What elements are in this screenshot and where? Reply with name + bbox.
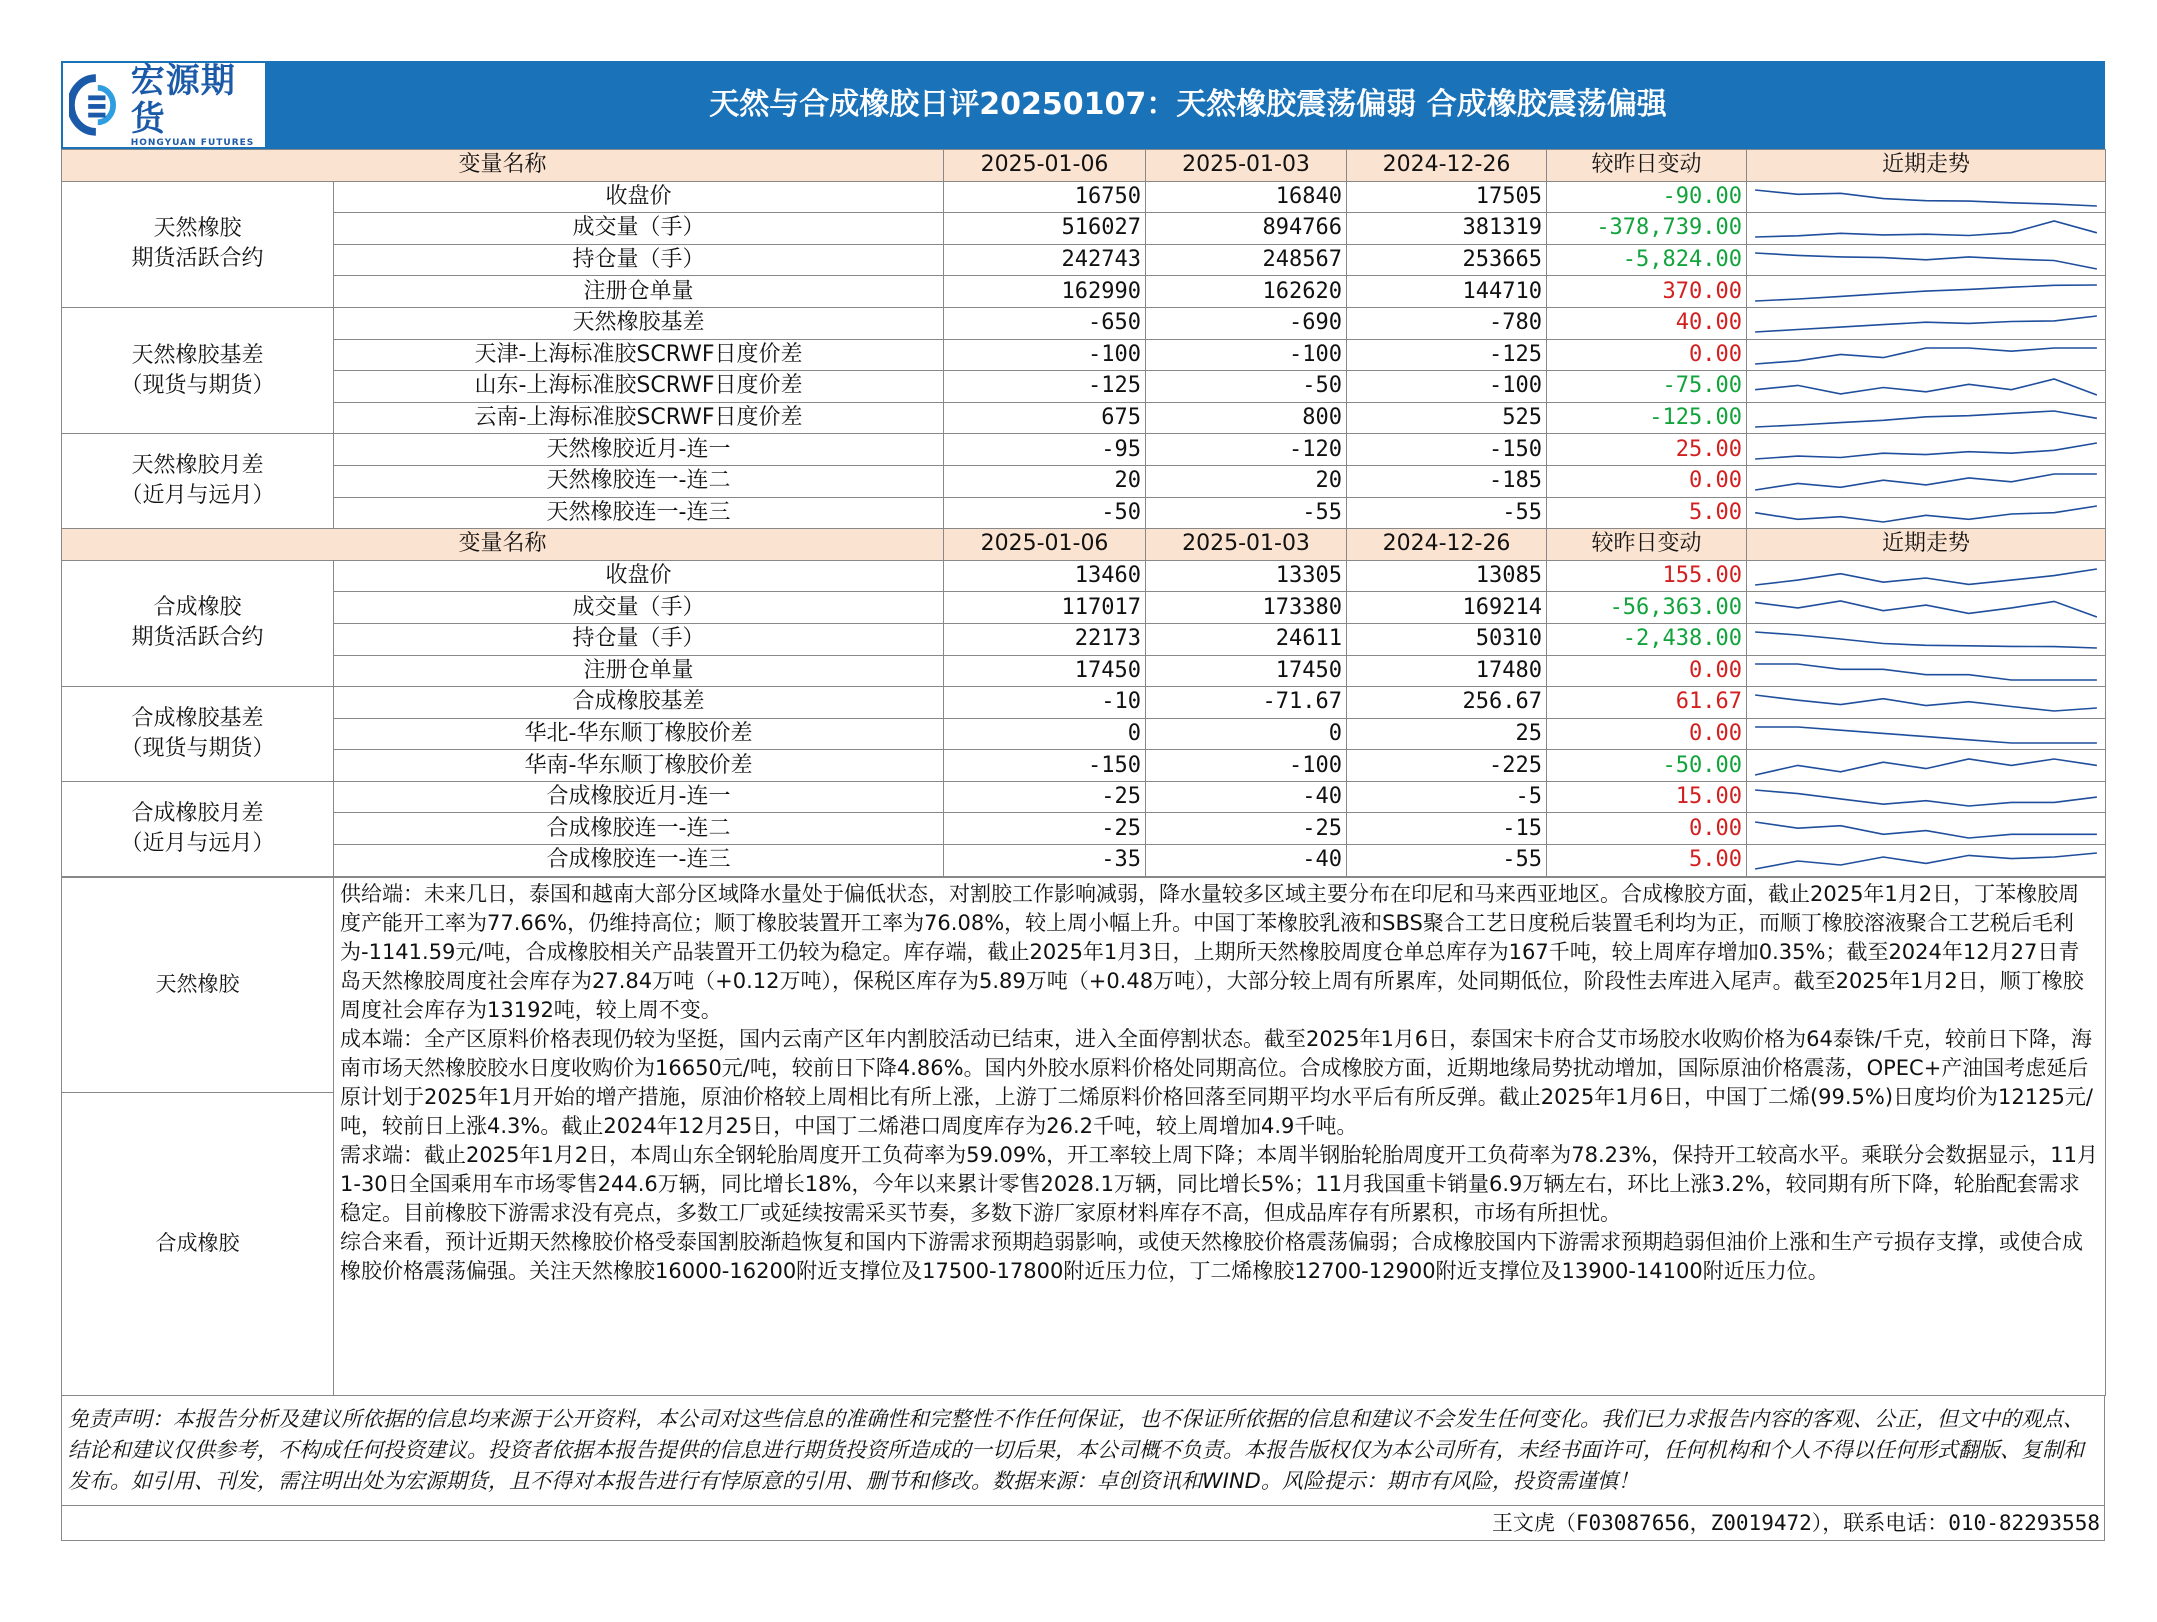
sparkline-svg	[1751, 719, 2101, 749]
sparkline-line	[1755, 790, 2097, 806]
header-date-2: 2025-01-03	[1146, 529, 1347, 561]
group-label	[62, 307, 334, 433]
variable-name: 山东-上海标准胶SCRWF日度价差	[334, 371, 944, 403]
sparkline-line	[1755, 190, 2097, 206]
commentary-cost: 成本端：全产区原料价格表现仍较为坚挺，国内云南产区年内割胶活动已结束，进入全面停割状态。截至2025年1月6日，泰国宋卡府合艾市场胶水收购价格为64泰铢/千克，较前日下降，海南市场天然橡胶胶水日度收购价为16650元/吨，较前日下降4.86%。国内外胶水原料价格处同期高位。合成橡胶方面，近期地缘局势扰动增加，国际原油价格震荡，OPEC+产油国考虑延后原计划于2025年1月开始的增产措施，原油价格较上周相比有所上涨，上游丁二烯原料价格回落至同期平均水平后有所反弹。截止2025年1月6日，中国丁二烯(99.5%)日度均价为12125元/吨，较前日上涨4.3%。截止2024年12月25日，中国丁二烯港口周度库存为26.2千吨，较上周增加4.9千吨。	[340, 1026, 2093, 1138]
variable-name: 天然橡胶近月-连一	[334, 434, 944, 466]
table-row	[62, 244, 2106, 276]
table-row	[62, 434, 2106, 466]
trend-sparkline	[1747, 497, 2106, 529]
value-date-3: 50310	[1347, 623, 1547, 655]
header-var-name: 变量名称	[62, 529, 944, 561]
sparkline-svg	[1751, 845, 2101, 875]
group-label-line: （现货与期货）	[120, 372, 275, 398]
group-label-line: （现货与期货）	[120, 735, 275, 761]
change-value: -378,739.00	[1547, 213, 1747, 245]
change-value: 5.00	[1547, 845, 1747, 877]
value-date-1: 0	[944, 718, 1146, 750]
commentary-supply: 供给端：未来几日，泰国和越南大部分区域降水量处于偏低状态，对割胶工作影响减弱，降水量较多区域主要分布在印尼和马来西亚地区。合成橡胶方面，截止2025年1月2日，丁苯橡胶周度产能开工率为77.66%，仍维持高位；顺丁橡胶装置开工率为76.08%，较上周小幅上升。中国丁苯橡胶乳液和SBS聚合工艺日度税后装置毛利均为正，而顺丁橡胶溶液聚合工艺税后毛利为-1141.59元/吨，合成橡胶相关产品装置开工仍较为稳定。库存端，截止2025年1月3日，上期所天然橡胶周度仓单总库存为167千吨，较上周库存增加0.35%；截至2024年12月27日青岛天然橡胶周度社会库存为27.84万吨（+0.12万吨），保税区库存为5.89万吨（+0.48万吨），大部分较上周有所累库，处同期低位，阶段性去库进入尾声。截至2025年1月2日，顺丁橡胶周度社会库存为13192吨，较上周不变。	[340, 881, 2084, 1022]
value-date-1: 117017	[944, 592, 1146, 624]
disclaimer: 免责声明：本报告分析及建议所依据的信息均来源于公开资料，本公司对这些信息的准确性和完整性不作任何保证，也不保证所依据的信息和建议不会发生任何变化。我们已力求报告内容的客观、公正，但文中的观点、结论和建议仅供参考，不构成任何投资建议。投资者依据本报告提供的信息进行期货投资所造成的一切后果，本公司概不负责。本报告版权仅为本公司所有，未经书面许可，任何机构和个人不得以任何形式翻版、复制和发布。如引用、刊发，需注明出处为宏源期货，且不得对本报告进行有悖原意的引用、删节和修改。数据来源：卓创资讯和WIND。风险提示：期市有风险，投资需谨慎！	[61, 1396, 2105, 1506]
sparkline-line	[1755, 664, 2097, 680]
sparkline-line	[1755, 379, 2097, 395]
sparkline-svg	[1751, 403, 2101, 433]
variable-name: 成交量（手）	[334, 592, 944, 624]
trend-sparkline	[1747, 687, 2106, 719]
variable-name: 天然橡胶基差	[334, 307, 944, 339]
value-date-3: 525	[1347, 402, 1547, 434]
header-date-1: 2025-01-06	[944, 150, 1146, 182]
change-value: 25.00	[1547, 434, 1747, 466]
value-date-3: -100	[1347, 371, 1547, 403]
value-date-1: -35	[944, 845, 1146, 877]
value-date-2: 162620	[1146, 276, 1347, 308]
group-label-line: （近月与远月）	[120, 830, 275, 856]
sparkline-svg	[1751, 371, 2101, 401]
value-date-2: 894766	[1146, 213, 1347, 245]
sparkline-line	[1755, 601, 2097, 617]
value-date-3: 381319	[1347, 213, 1547, 245]
commentary-demand: 需求端：截止2025年1月2日，本周山东全钢轮胎周度开工负荷率为59.09%，开工率较上周下降；本周半钢胎轮胎周度开工负荷率为78.23%，保持开工较高水平。乘联分会数据显示，11月1-30日全国乘用车市场零售244.6万辆，同比增长18%，今年以来累计零售2028.1万辆，同比增长5%；11月我国重卡销量6.9万辆左右，环比上涨3.2%，较同期有所下降，轮胎配套需求稳定。目前橡胶下游需求没有亮点，多数工厂或延续按需采买节奏，多数下游厂家原材料库存不高，但成品库存有所累积，市场有所担忧。	[340, 1142, 2099, 1225]
variable-name: 华南-华东顺丁橡胶价差	[334, 750, 944, 782]
variable-name: 天然橡胶连一-连二	[334, 465, 944, 497]
trend-sparkline	[1747, 307, 2106, 339]
report-header	[61, 61, 2105, 149]
table-row	[62, 781, 2106, 813]
sparkline-svg	[1751, 340, 2101, 370]
value-date-2: 13305	[1146, 560, 1347, 592]
value-date-1: 675	[944, 402, 1146, 434]
sparkline-line	[1755, 853, 2097, 869]
value-date-2: 20	[1146, 465, 1347, 497]
trend-sparkline	[1747, 244, 2106, 276]
trend-sparkline	[1747, 181, 2106, 213]
group-label-line: 天然橡胶基差	[131, 342, 264, 368]
value-date-1: -25	[944, 813, 1146, 845]
change-value: -125.00	[1547, 402, 1747, 434]
table-row	[62, 497, 2106, 529]
value-date-3: -125	[1347, 339, 1547, 371]
variable-name: 合成橡胶基差	[334, 687, 944, 719]
trend-sparkline	[1747, 276, 2106, 308]
variable-name: 收盘价	[334, 181, 944, 213]
value-date-3: -225	[1347, 750, 1547, 782]
sparkline-line	[1755, 632, 2097, 648]
hongyuan-logo-icon	[69, 73, 123, 137]
header-date-3: 2024-12-26	[1347, 150, 1547, 182]
value-date-2: -100	[1146, 750, 1347, 782]
group-label-line: （近月与远月）	[120, 483, 275, 509]
logo-cn-text: 宏源期货	[130, 61, 236, 139]
value-date-1: -125	[944, 371, 1146, 403]
value-date-3: 17480	[1347, 655, 1547, 687]
trend-sparkline	[1747, 781, 2106, 813]
value-date-3: -15	[1347, 813, 1547, 845]
sparkline-svg	[1751, 687, 2101, 717]
variable-name: 注册仓单量	[334, 655, 944, 687]
table-row	[62, 655, 2106, 687]
variable-name: 持仓量（手）	[334, 623, 944, 655]
value-date-3: 17505	[1347, 181, 1547, 213]
variable-name: 注册仓单量	[334, 276, 944, 308]
group-label	[62, 781, 334, 876]
value-date-1: -100	[944, 339, 1146, 371]
sparkline-line	[1755, 759, 2097, 775]
value-date-3: 144710	[1347, 276, 1547, 308]
table-header-row	[62, 529, 2106, 561]
sparkline-svg	[1751, 561, 2101, 591]
change-value: -90.00	[1547, 181, 1747, 213]
change-value: 0.00	[1547, 339, 1747, 371]
value-date-3: 169214	[1347, 592, 1547, 624]
table-row	[62, 307, 2106, 339]
value-date-2: -71.67	[1146, 687, 1347, 719]
value-date-1: 242743	[944, 244, 1146, 276]
trend-sparkline	[1747, 845, 2106, 877]
sparkline-svg	[1751, 435, 2101, 465]
trend-sparkline	[1747, 213, 2106, 245]
sparkline-line	[1755, 474, 2097, 490]
sparkline-svg	[1751, 624, 2101, 654]
value-date-1: -650	[944, 307, 1146, 339]
value-date-1: 22173	[944, 623, 1146, 655]
trend-sparkline	[1747, 371, 2106, 403]
trend-sparkline	[1747, 434, 2106, 466]
change-value: 0.00	[1547, 718, 1747, 750]
table-row	[62, 623, 2106, 655]
commentary-summary: 综合来看，预计近期天然橡胶价格受泰国割胶渐趋恢复和国内下游需求预期趋弱影响，或使天然橡胶价格震荡偏弱；合成橡胶国内下游需求预期趋弱但油价上涨和生产亏损存支撑，或使合成橡胶价格震荡偏强。关注天然橡胶16000-16200附近支撑位及17500-17800附近压力位，丁二烯橡胶12700-12900附近支撑位及13900-14100附近压力位。	[340, 1229, 2083, 1283]
group-label	[62, 687, 334, 782]
value-date-2: -40	[1146, 845, 1347, 877]
value-date-1: -25	[944, 781, 1146, 813]
value-date-2: -55	[1146, 497, 1347, 529]
group-label-line: 天然橡胶月差	[131, 453, 264, 479]
value-date-3: -5	[1347, 781, 1547, 813]
variable-name: 合成橡胶连一-连三	[334, 845, 944, 877]
variable-name: 合成橡胶连一-连二	[334, 813, 944, 845]
value-date-1: 13460	[944, 560, 1146, 592]
sparkline-svg	[1751, 782, 2101, 812]
table-row	[62, 339, 2106, 371]
change-value: 0.00	[1547, 813, 1747, 845]
table-row	[62, 592, 2106, 624]
analyst-footer: 王文虎（F03087656，Z0019472），联系电话：010-82293558	[61, 1506, 2105, 1541]
change-value: 370.00	[1547, 276, 1747, 308]
logo-en-text: HONGYUAN FUTURES	[130, 138, 255, 148]
sparkline-svg	[1751, 656, 2101, 686]
sparkline-line	[1755, 411, 2097, 427]
change-value: -2,438.00	[1547, 623, 1747, 655]
variable-name: 收盘价	[334, 560, 944, 592]
data-table	[61, 149, 2106, 877]
trend-sparkline	[1747, 592, 2106, 624]
trend-sparkline	[1747, 750, 2106, 782]
company-logo	[63, 63, 265, 147]
header-change: 较昨日变动	[1547, 529, 1747, 561]
change-value: -56,363.00	[1547, 592, 1747, 624]
value-date-2: 800	[1146, 402, 1347, 434]
trend-sparkline	[1747, 560, 2106, 592]
value-date-3: -55	[1347, 497, 1547, 529]
change-value: 5.00	[1547, 497, 1747, 529]
header-trend: 近期走势	[1747, 150, 2106, 182]
value-date-2: 248567	[1146, 244, 1347, 276]
table-row	[62, 845, 2106, 877]
header-change: 较昨日变动	[1547, 150, 1747, 182]
value-date-2: 173380	[1146, 592, 1347, 624]
sparkline-line	[1755, 727, 2097, 743]
sparkline-line	[1755, 695, 2097, 711]
table-row	[62, 560, 2106, 592]
trend-sparkline	[1747, 623, 2106, 655]
value-date-3: -185	[1347, 465, 1547, 497]
trend-sparkline	[1747, 655, 2106, 687]
commentary-label-synthetic: 合成橡胶	[62, 1092, 334, 1395]
value-date-2: 16840	[1146, 181, 1347, 213]
sparkline-line	[1755, 348, 2097, 364]
value-date-3: -780	[1347, 307, 1547, 339]
variable-name: 持仓量（手）	[334, 244, 944, 276]
trend-sparkline	[1747, 402, 2106, 434]
sparkline-svg	[1751, 466, 2101, 496]
change-value: 0.00	[1547, 655, 1747, 687]
header-date-2: 2025-01-03	[1146, 150, 1347, 182]
table-row	[62, 718, 2106, 750]
sparkline-svg	[1751, 245, 2101, 275]
sparkline-svg	[1751, 751, 2101, 781]
change-value: -50.00	[1547, 750, 1747, 782]
value-date-3: 253665	[1347, 244, 1547, 276]
sparkline-svg	[1751, 213, 2101, 243]
value-date-2: -690	[1146, 307, 1347, 339]
value-date-2: 17450	[1146, 655, 1347, 687]
change-value: 15.00	[1547, 781, 1747, 813]
table-row	[62, 181, 2106, 213]
header-var-name: 变量名称	[62, 150, 944, 182]
sparkline-svg	[1751, 308, 2101, 338]
table-row	[62, 213, 2106, 245]
header-date-3: 2024-12-26	[1347, 529, 1547, 561]
change-value: 0.00	[1547, 465, 1747, 497]
sparkline-svg	[1751, 277, 2101, 307]
value-date-2: -50	[1146, 371, 1347, 403]
change-value: 40.00	[1547, 307, 1747, 339]
group-label-line: 合成橡胶月差	[131, 800, 264, 826]
variable-name: 成交量（手）	[334, 213, 944, 245]
table-row	[62, 402, 2106, 434]
header-date-1: 2025-01-06	[944, 529, 1146, 561]
sparkline-svg	[1751, 814, 2101, 844]
value-date-3: 13085	[1347, 560, 1547, 592]
sparkline-svg	[1751, 498, 2101, 528]
change-value: 61.67	[1547, 687, 1747, 719]
value-date-1: 162990	[944, 276, 1146, 308]
value-date-2: 24611	[1146, 623, 1347, 655]
value-date-1: -95	[944, 434, 1146, 466]
group-label-line: 期货活跃合约	[131, 246, 264, 272]
value-date-3: 256.67	[1347, 687, 1547, 719]
value-date-1: -150	[944, 750, 1146, 782]
variable-name: 天津-上海标准胶SCRWF日度价差	[334, 339, 944, 371]
header-trend: 近期走势	[1747, 529, 2106, 561]
value-date-1: 16750	[944, 181, 1146, 213]
trend-sparkline	[1747, 465, 2106, 497]
sparkline-line	[1755, 221, 2097, 237]
value-date-2: -100	[1146, 339, 1347, 371]
value-date-2: -40	[1146, 781, 1347, 813]
table-row	[62, 465, 2106, 497]
change-value: -75.00	[1547, 371, 1747, 403]
commentary-text	[334, 877, 2106, 1395]
variable-name: 天然橡胶连一-连三	[334, 497, 944, 529]
value-date-2: -120	[1146, 434, 1347, 466]
sparkline-line	[1755, 822, 2097, 838]
table-row	[62, 687, 2106, 719]
sparkline-line	[1755, 316, 2097, 332]
table-header-row	[62, 150, 2106, 182]
sparkline-line	[1755, 285, 2097, 301]
value-date-1: 17450	[944, 655, 1146, 687]
value-date-1: 516027	[944, 213, 1146, 245]
value-date-3: 25	[1347, 718, 1547, 750]
report-sheet	[61, 61, 2105, 1541]
commentary-label-natural: 天然橡胶	[62, 877, 334, 1092]
table-row	[62, 750, 2106, 782]
change-value: 155.00	[1547, 560, 1747, 592]
table-row	[62, 813, 2106, 845]
group-label	[62, 560, 334, 686]
group-label-line: 合成橡胶	[153, 595, 242, 621]
group-label	[62, 181, 334, 307]
sparkline-line	[1755, 506, 2097, 522]
value-date-1: -50	[944, 497, 1146, 529]
value-date-1: -10	[944, 687, 1146, 719]
group-label	[62, 434, 334, 529]
group-label-line: 合成橡胶基差	[131, 705, 264, 731]
value-date-2: 0	[1146, 718, 1347, 750]
sparkline-line	[1755, 443, 2097, 459]
group-label-line: 期货活跃合约	[131, 625, 264, 651]
value-date-3: -55	[1347, 845, 1547, 877]
table-row	[62, 276, 2106, 308]
change-value: -5,824.00	[1547, 244, 1747, 276]
sparkline-line	[1755, 569, 2097, 585]
variable-name: 合成橡胶近月-连一	[334, 781, 944, 813]
commentary-table	[61, 877, 2106, 1396]
trend-sparkline	[1747, 339, 2106, 371]
variable-name: 云南-上海标准胶SCRWF日度价差	[334, 402, 944, 434]
value-date-1: 20	[944, 465, 1146, 497]
trend-sparkline	[1747, 718, 2106, 750]
group-label-line: 天然橡胶	[153, 216, 242, 242]
sparkline-line	[1755, 253, 2097, 269]
report-title: 天然与合成橡胶日评20250107：天然橡胶震荡偏弱 合成橡胶震荡偏强	[709, 87, 1667, 122]
variable-name: 华北-华东顺丁橡胶价差	[334, 718, 944, 750]
table-row	[62, 371, 2106, 403]
value-date-2: -25	[1146, 813, 1347, 845]
sparkline-svg	[1751, 182, 2101, 212]
value-date-3: -150	[1347, 434, 1547, 466]
sparkline-svg	[1751, 593, 2101, 623]
trend-sparkline	[1747, 813, 2106, 845]
